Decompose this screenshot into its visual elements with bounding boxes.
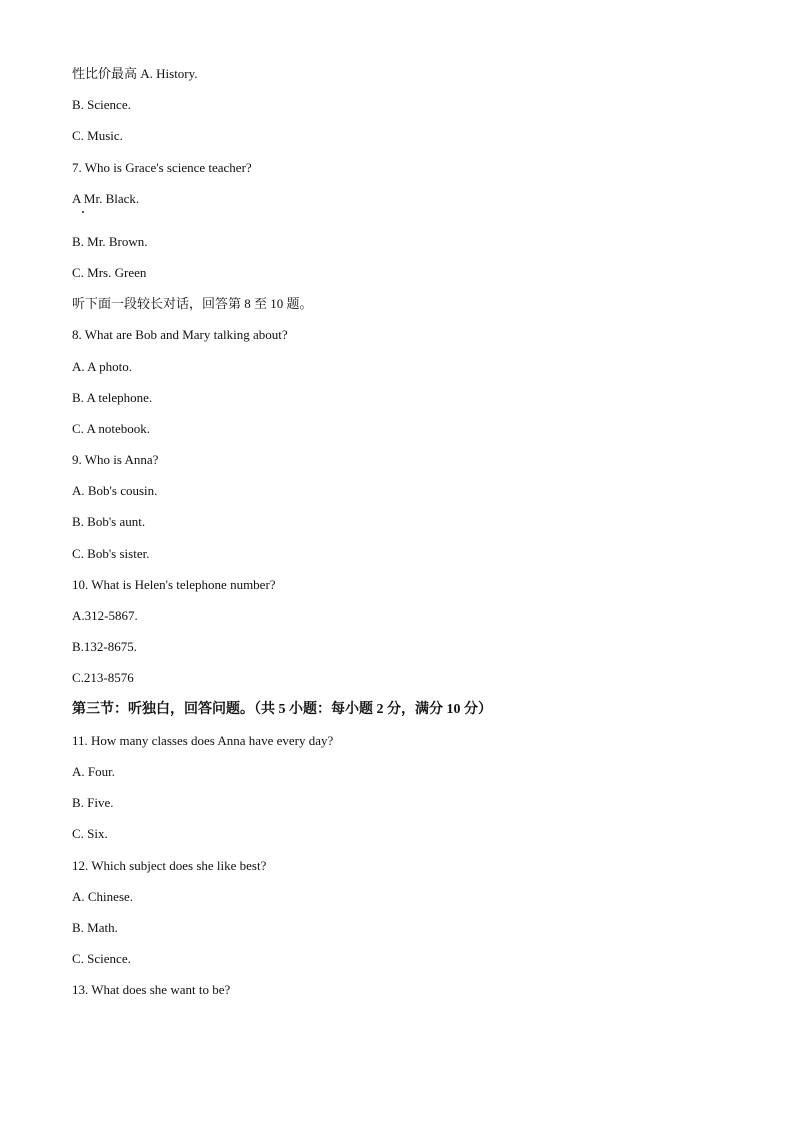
section-three-heading: 第三节：听独白，回答问题。（共 5 小题：每小题 2 分，满分 10 分）	[72, 701, 492, 717]
section-instruction-8-10: 听下面一段较长对话，回答第 8 至 10 题。	[72, 296, 313, 312]
option-b-telephone: B. A telephone.	[72, 389, 153, 405]
stray-dot-mark	[82, 211, 84, 213]
question-8: 8. What are Bob and Mary talking about?	[72, 327, 288, 343]
option-a-four: A. Four.	[72, 763, 115, 779]
document-body	[72, 64, 732, 1011]
question-11: 11. How many classes does Anna have every day?	[72, 732, 334, 748]
option-a-number: A.312-5867.	[72, 608, 138, 623]
option-a-photo: A. A photo.	[72, 358, 132, 374]
question-10: 10. What is Helen's telephone number?	[72, 576, 276, 592]
option-b-science: B. Science.	[72, 97, 131, 113]
option-a-mr-black: A Mr. Black.	[72, 190, 140, 206]
question-12: 12. Which subject does she like best?	[72, 857, 267, 873]
option-c-sister: C. Bob's sister.	[72, 545, 150, 561]
question-7: 7. Who is Grace's science teacher?	[72, 159, 252, 175]
option-c-mrs-green: C. Mrs. Green	[72, 264, 147, 280]
option-c-science: C. Science.	[72, 951, 131, 967]
option-a-cousin: A. Bob's cousin.	[72, 483, 158, 499]
option-c-number: C.213-8576	[72, 670, 134, 686]
option-c-six: C. Six.	[72, 826, 108, 842]
option-b-math: B. Math.	[72, 919, 118, 935]
option-b-five: B. Five.	[72, 795, 114, 811]
option-a-chinese: A. Chinese.	[72, 888, 134, 904]
option-c-notebook: C. A notebook.	[72, 420, 151, 436]
option-b-number: B.132-8675.	[72, 639, 137, 655]
option-a-history: 性比价最高 A. History.	[72, 66, 198, 81]
question-13: 13. What does she want to be?	[72, 982, 231, 998]
option-b-aunt: B. Bob's aunt.	[72, 514, 146, 530]
question-9: 9. Who is Anna?	[72, 452, 159, 468]
option-c-music: C. Music.	[72, 128, 123, 144]
option-b-mr-brown: B. Mr. Brown.	[72, 233, 148, 249]
